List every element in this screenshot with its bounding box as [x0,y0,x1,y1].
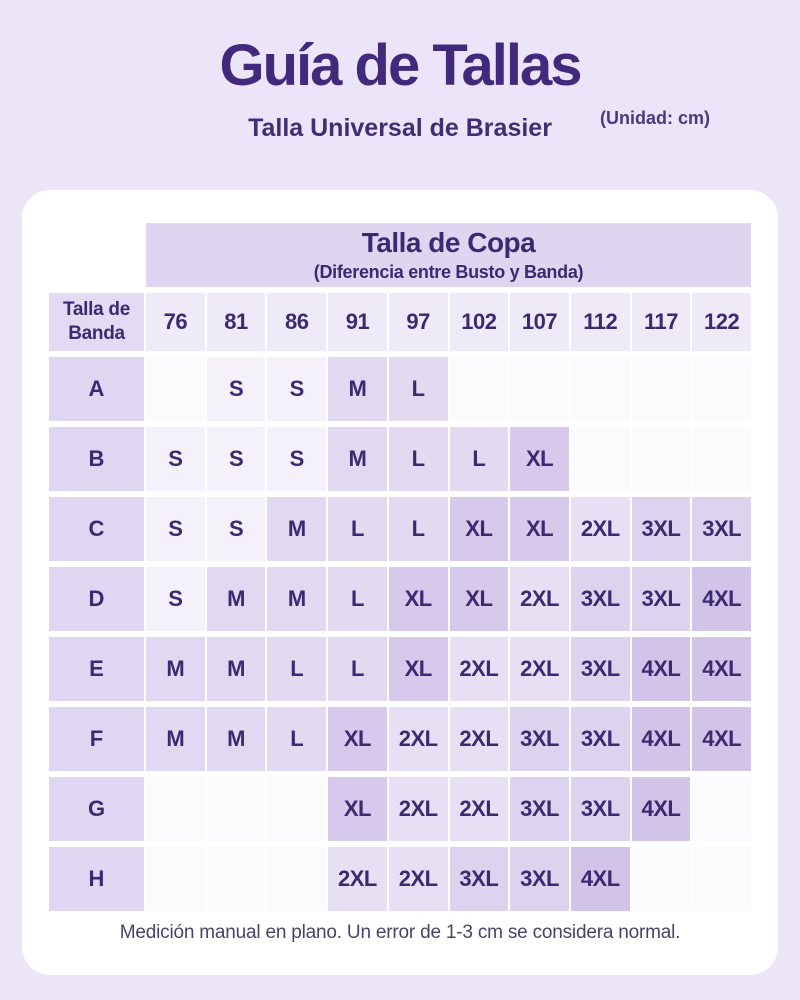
column-header-117: 117 [632,293,691,351]
size-cell-A-97: L [389,357,448,421]
size-cell-D-86: M [267,567,326,631]
size-cell-C-81: S [207,497,266,561]
size-cell-A-86: S [267,357,326,421]
size-cell-F-81: M [207,707,266,771]
column-header-102: 102 [450,293,509,351]
size-cell-E-97: XL [389,637,448,701]
size-cell-E-86: L [267,637,326,701]
size-cell-H-117 [632,847,691,911]
size-cell-A-81: S [207,357,266,421]
size-cell-G-81 [207,777,266,841]
size-cell-F-117: 4XL [632,707,691,771]
size-cell-A-76 [146,357,205,421]
size-cell-G-97: 2XL [389,777,448,841]
band-size-header: Talla de Banda [49,293,144,351]
size-cell-D-107: 2XL [510,567,569,631]
size-cell-F-112: 3XL [571,707,630,771]
size-cell-G-91: XL [328,777,387,841]
footer-note: Medición manual en plano. Un error de 1-3 cm se considera normal. [119,922,681,943]
size-cell-E-102: 2XL [450,637,509,701]
size-cell-E-107: 2XL [510,637,569,701]
size-cell-F-86: L [267,707,326,771]
size-cell-E-91: L [328,637,387,701]
size-cell-H-122 [692,847,751,911]
size-cell-D-76: S [146,567,205,631]
page-title: Guía de Tallas [219,33,581,98]
row-label-B: B [49,427,144,491]
size-cell-D-117: 3XL [632,567,691,631]
size-cell-F-91: XL [328,707,387,771]
size-cell-G-107: 3XL [510,777,569,841]
size-cell-A-91: M [328,357,387,421]
size-cell-B-122 [692,427,751,491]
size-cell-E-112: 3XL [571,637,630,701]
page-header [0,0,800,143]
cup-size-subtitle: (Diferencia entre Busto y Banda) [313,262,584,282]
column-header-86: 86 [267,293,326,351]
size-cell-H-102: 3XL [450,847,509,911]
size-cell-F-76: M [146,707,205,771]
unit-note: (Unidad: cm) [600,108,710,128]
column-header-112: 112 [571,293,630,351]
size-cell-D-91: L [328,567,387,631]
size-cell-F-107: 3XL [510,707,569,771]
size-cell-A-117 [632,357,691,421]
page-subtitle: Talla Universal de Brasier [248,113,552,142]
size-cell-B-112 [571,427,630,491]
size-cell-D-81: M [207,567,266,631]
table-corner-spacer [49,223,144,287]
size-cell-B-107: XL [510,427,569,491]
size-cell-A-102 [450,357,509,421]
size-cell-C-76: S [146,497,205,561]
size-cell-D-122: 4XL [692,567,751,631]
size-cell-H-91: 2XL [328,847,387,911]
size-cell-B-81: S [207,427,266,491]
size-cell-F-97: 2XL [389,707,448,771]
size-cell-B-76: S [146,427,205,491]
row-label-H: H [49,847,144,911]
size-cell-H-112: 4XL [571,847,630,911]
size-cell-C-97: L [389,497,448,561]
size-cell-G-122 [692,777,751,841]
size-cell-A-112 [571,357,630,421]
size-cell-G-102: 2XL [450,777,509,841]
row-label-D: D [49,567,144,631]
row-label-E: E [49,637,144,701]
size-cell-H-81 [207,847,266,911]
size-cell-C-122: 3XL [692,497,751,561]
size-cell-G-117: 4XL [632,777,691,841]
size-cell-F-122: 4XL [692,707,751,771]
size-cell-D-102: XL [450,567,509,631]
size-cell-C-117: 3XL [632,497,691,561]
column-header-81: 81 [207,293,266,351]
size-cell-E-76: M [146,637,205,701]
row-label-A: A [49,357,144,421]
row-label-C: C [49,497,144,561]
size-table [49,223,751,911]
row-label-G: G [49,777,144,841]
size-guide-card [22,190,778,975]
column-header-91: 91 [328,293,387,351]
size-cell-C-107: XL [510,497,569,561]
size-cell-E-81: M [207,637,266,701]
size-cell-C-86: M [267,497,326,561]
size-cell-A-122 [692,357,751,421]
size-cell-H-97: 2XL [389,847,448,911]
column-header-107: 107 [510,293,569,351]
column-header-97: 97 [389,293,448,351]
size-cell-H-86 [267,847,326,911]
row-label-F: F [49,707,144,771]
size-cell-B-91: M [328,427,387,491]
size-cell-G-86 [267,777,326,841]
size-cell-F-102: 2XL [450,707,509,771]
column-header-122: 122 [692,293,751,351]
size-cell-C-91: L [328,497,387,561]
size-cell-D-97: XL [389,567,448,631]
size-cell-B-102: L [450,427,509,491]
size-cell-H-76 [146,847,205,911]
size-cell-B-117 [632,427,691,491]
size-cell-E-117: 4XL [632,637,691,701]
size-cell-E-122: 4XL [692,637,751,701]
column-header-76: 76 [146,293,205,351]
size-cell-C-112: 2XL [571,497,630,561]
size-cell-H-107: 3XL [510,847,569,911]
size-cell-B-97: L [389,427,448,491]
size-cell-A-107 [510,357,569,421]
size-cell-D-112: 3XL [571,567,630,631]
size-cell-B-86: S [267,427,326,491]
size-cell-C-102: XL [450,497,509,561]
size-cell-G-112: 3XL [571,777,630,841]
cup-size-title: Talla de Copa [361,227,536,258]
size-cell-G-76 [146,777,205,841]
cup-size-header-band [146,223,751,287]
